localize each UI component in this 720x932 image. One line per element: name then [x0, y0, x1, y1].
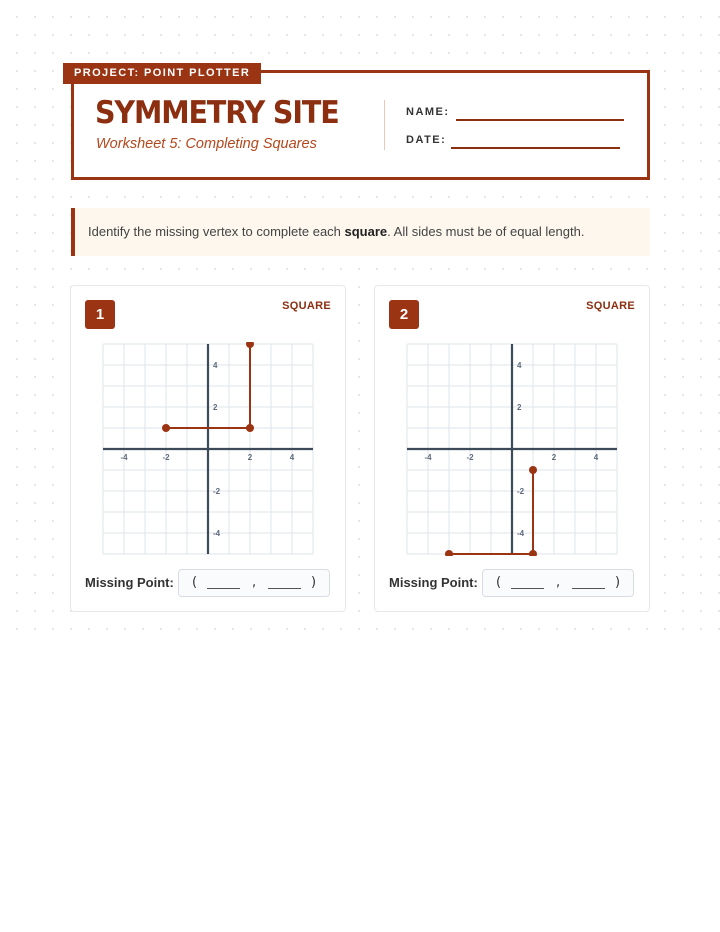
- x-tick-label: -4: [424, 453, 432, 462]
- shape-label: SQUARE: [282, 300, 331, 312]
- name-field[interactable]: [456, 119, 624, 121]
- coordinate-grid: [101, 342, 315, 556]
- x-tick-label: 2: [551, 453, 557, 462]
- close-paren: ): [311, 575, 317, 590]
- problem-card-1: [70, 285, 346, 612]
- y-tick-label: 2: [517, 403, 522, 412]
- site-title: SYMMETRY SITE: [95, 95, 339, 131]
- date-label: DATE:: [406, 134, 447, 146]
- vertex-point: [246, 342, 254, 348]
- shape-label: SQUARE: [586, 300, 635, 312]
- vertex-point: [529, 550, 537, 556]
- header-divider: [384, 100, 385, 150]
- x-tick-label: 2: [247, 453, 253, 462]
- y-tick-label: 4: [517, 361, 522, 370]
- problem-number: 2: [389, 300, 419, 329]
- vertex-point: [246, 424, 254, 432]
- open-paren: (: [496, 575, 502, 590]
- comma: ,: [252, 575, 257, 590]
- y-blank[interactable]: [572, 588, 605, 589]
- x-tick-label: -2: [466, 453, 474, 462]
- instruction-box: [71, 208, 650, 256]
- problem-card-2: [374, 285, 650, 612]
- name-label: NAME:: [406, 106, 450, 118]
- missing-point-label: Missing Point:: [389, 575, 478, 590]
- page-margin: [0, 645, 720, 932]
- worksheet-subtitle: Worksheet 5: Completing Squares: [96, 136, 317, 152]
- missing-point-answer[interactable]: [482, 569, 634, 597]
- y-tick-label: -4: [517, 529, 525, 538]
- x-tick-label: -2: [162, 453, 170, 462]
- x-tick-label: 4: [289, 453, 295, 462]
- date-field[interactable]: [451, 147, 620, 149]
- x-tick-label: -4: [120, 453, 128, 462]
- y-tick-label: -2: [517, 487, 525, 496]
- y-tick-label: 2: [213, 403, 218, 412]
- x-blank[interactable]: [511, 588, 544, 589]
- project-tag: PROJECT: POINT PLOTTER: [63, 63, 261, 84]
- x-blank[interactable]: [207, 588, 240, 589]
- vertex-point: [529, 466, 537, 474]
- close-paren: ): [615, 575, 621, 590]
- y-tick-label: 4: [213, 361, 218, 370]
- comma: ,: [556, 575, 561, 590]
- instruction-text: Identify the missing vertex to complete each square. All sides must be of equal length.: [88, 224, 585, 239]
- y-blank[interactable]: [268, 588, 301, 589]
- vertex-point: [445, 550, 453, 556]
- missing-point-label: Missing Point:: [85, 575, 174, 590]
- missing-point-answer[interactable]: [178, 569, 330, 597]
- y-tick-label: -2: [213, 487, 221, 496]
- x-tick-label: 4: [593, 453, 599, 462]
- open-paren: (: [192, 575, 198, 590]
- vertex-point: [162, 424, 170, 432]
- y-tick-label: -4: [213, 529, 221, 538]
- problem-number: 1: [85, 300, 115, 329]
- coordinate-grid: [405, 342, 619, 556]
